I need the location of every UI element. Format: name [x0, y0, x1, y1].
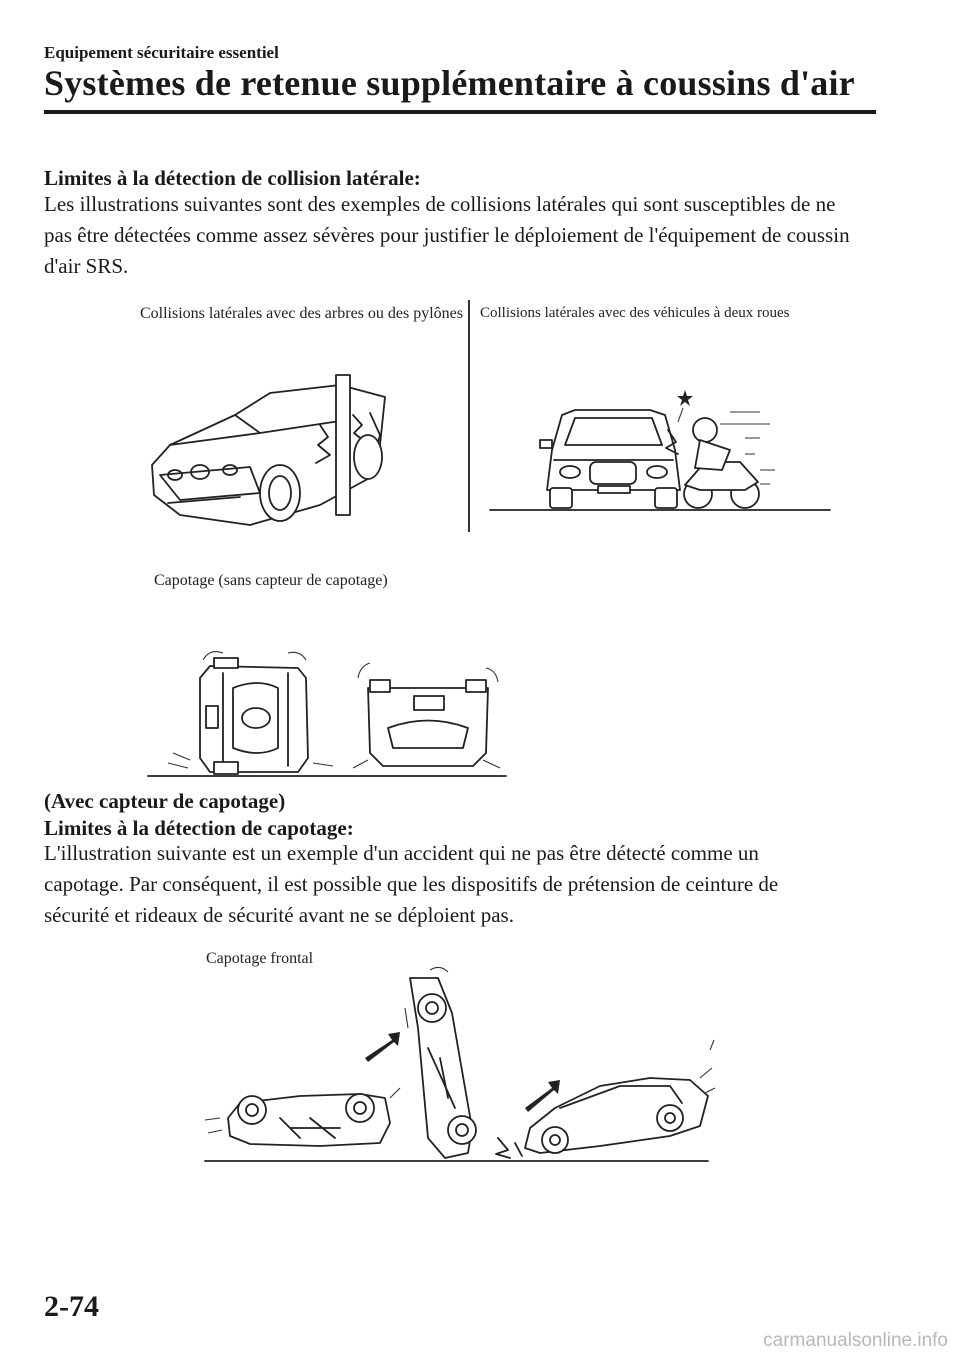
- watermark: carmanualsonline.info: [763, 1330, 948, 1351]
- section-label: Equipement sécuritaire essentiel: [44, 43, 279, 62]
- side-collision-heading: Limites à la détection de collision latérale:: [44, 166, 421, 190]
- illustration-pole-collision: [140, 375, 470, 540]
- caption-frontal-rollover: Capotage frontal: [206, 950, 314, 967]
- illustration-motorcycle-collision: [490, 390, 835, 515]
- caption-two-wheel: Collisions latérales avec des véhicules à deux roues: [480, 305, 790, 321]
- caption-trees-poles: Collisions latérales avec des arbres ou des pylônes: [139, 305, 463, 322]
- rollover-sensor-heading: (Avec capteur de capotage): [44, 789, 286, 813]
- rollover-text: L'illustration suivante est un exemple d'un accident qui ne pas être détecté comme un capotage. Par conséquent, il est possible que les dispositifs de prétension de ceinture de sécurité et rideaux de sécurité avant ne se déploient pas.: [44, 841, 779, 927]
- figure-divider: [468, 300, 470, 532]
- illustration-rollover-no-sensor: [148, 648, 508, 780]
- page-number: 2-74: [44, 1290, 99, 1323]
- title-divider: [44, 110, 876, 114]
- rollover-limits-heading: Limites à la détection de capotage:: [44, 816, 354, 840]
- page-title: Systèmes de retenue supplémentaire à coussins d'air: [44, 63, 855, 103]
- side-collision-text: Les illustrations suivantes sont des exemples de collisions latérales qui sont susceptibles de ne pas être détectées comme assez sévères pour justifier le déploiement de l'équipement de coussin d'air SRS.: [44, 192, 850, 278]
- caption-rollover: Capotage (sans capteur de capotage): [154, 572, 388, 589]
- illustration-frontal-rollover: [200, 968, 715, 1168]
